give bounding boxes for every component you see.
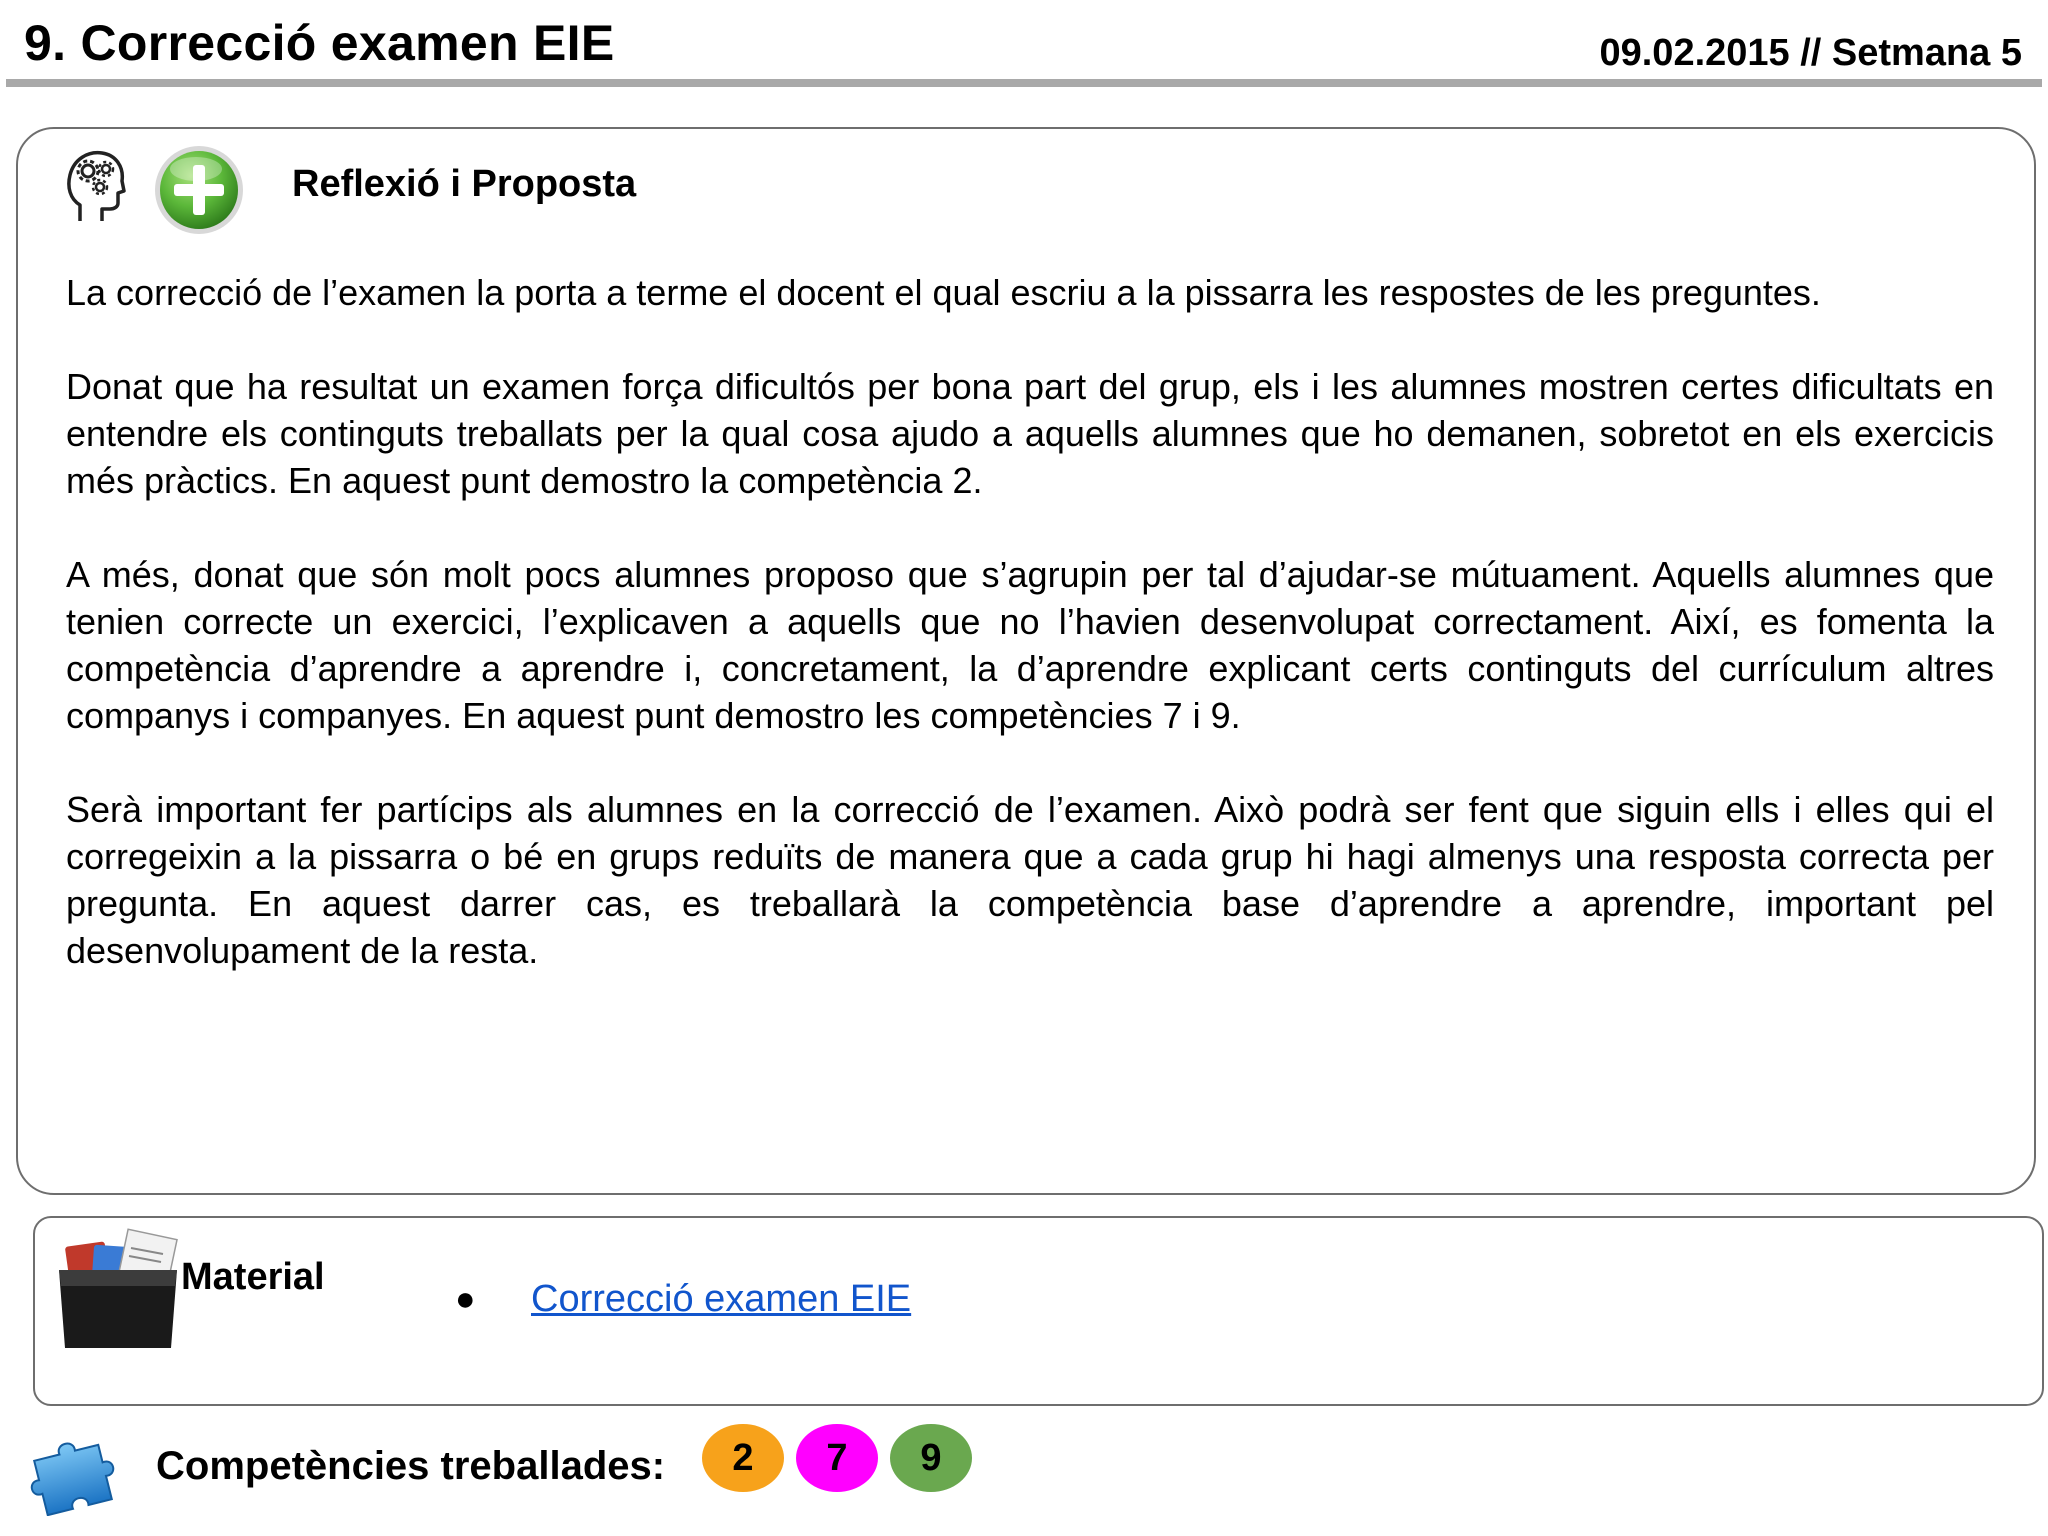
puzzle-icon xyxy=(26,1432,134,1521)
reflection-panel xyxy=(16,127,2036,1195)
title-divider xyxy=(6,79,2042,87)
paragraph: A més, donat que són molt pocs alumnes proposo que s’agrupin per tal d’ajudar-se mútuament. Aquells alumnes que tenien correcte un exercici, l’explicaven a aquells que no l’havien desenvolupat correctament. Així, es fomenta la competència d’aprendre a aprendre i, concretament, la d’aprendre explicant certs continguts del currículum altres companys i companyes. En aquest punt demostro les competències 7 i 9. xyxy=(66,554,1994,736)
material-link[interactable]: Correcció examen EIE xyxy=(531,1278,912,1320)
head-gears-icon xyxy=(66,149,126,230)
competence-badge-9: 9 xyxy=(890,1424,972,1492)
material-panel xyxy=(33,1216,2044,1406)
plus-icon xyxy=(152,143,246,242)
page-date: 09.02.2015 // Setmana 5 xyxy=(1599,32,2022,74)
competence-badge-2: 2 xyxy=(702,1424,784,1492)
paragraph: La correcció de l’examen la porta a terme el docent el qual escriu a la pissarra les respostes de les preguntes. xyxy=(66,272,1821,313)
competences-label: Competències treballades: xyxy=(156,1444,666,1488)
paragraph: Donat que ha resultat un examen força dificultós per bona part del grup, els i les alumnes mostren certes dificultats en entendre els continguts treballats per la qual cosa ajudo a aquells alumnes que ho demanen, sobretot en els exercicis més pràctics. En aquest punt demostro la competència 2. xyxy=(66,366,1994,501)
section-heading: Reflexió i Proposta xyxy=(292,163,637,205)
page-title: 9. Correcció examen EIE xyxy=(24,15,615,71)
bullet: ● xyxy=(455,1280,476,1318)
folder-icon xyxy=(53,1226,183,1361)
reflection-text xyxy=(66,269,1994,1021)
competence-badge-7: 7 xyxy=(796,1424,878,1492)
paragraph: Serà important fer partícips als alumnes en la correcció de l’examen. Això podrà ser fent que siguin ells i elles qui el corregeixin a la pissarra o bé en grups reduïts de manera que a cada grup hi hagi almenys una resposta correcta per pregunta. En aquest darrer cas, es treballarà la competència base d’aprendre a aprendre, important pel desenvolupament de la resta. xyxy=(66,789,1994,971)
material-heading: Material xyxy=(181,1256,325,1298)
